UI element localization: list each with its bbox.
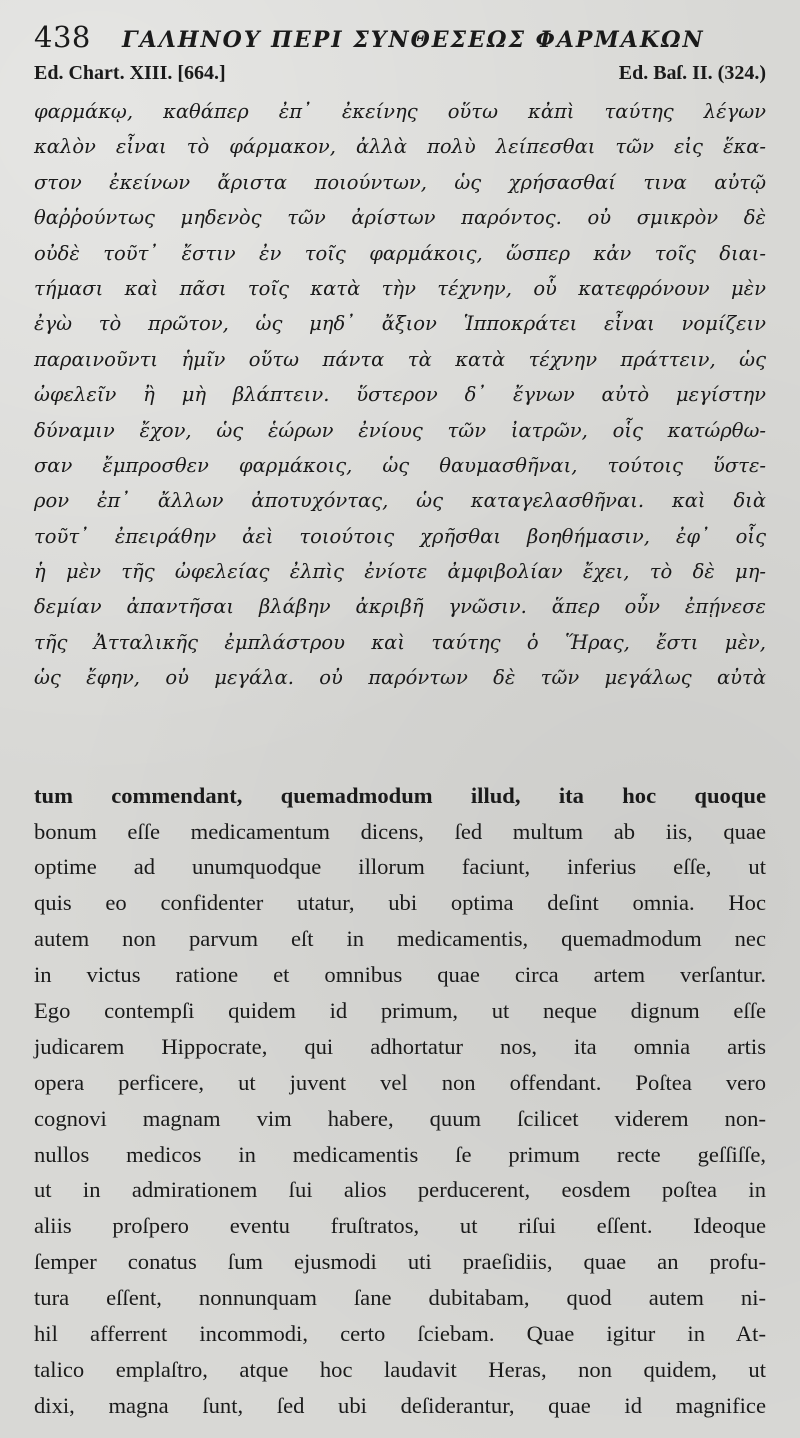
edition-basel-reference: Ed. Baſ. II. (324.) [618,62,766,84]
page-number: 438 [34,20,91,54]
latin-line: talico emplaſtro, atque hoc laudavit Heras, non quidem, ut [34,1356,766,1382]
latin-line: dixi, magna ſunt, ſed ubi deſiderantur, quae id magnifice [34,1392,766,1418]
latin-line: tum commendant, quemadmodum illud, ita hoc quoque [34,782,766,808]
latin-line: judicarem Hippocrate, qui adhortatur nos, ita omnia artis [34,1033,766,1059]
greek-line: οὐδὲ τοῦτ᾽ ἔστιν ἐν τοῖς φαρμάκοις, ὥσπερ κἀν τοῖς διαι- [34,241,766,265]
latin-line: aliis proſpero eventu fruſtratos, ut riſui eſſent. Ideoque [34,1213,766,1239]
greek-line: δεμίαν ἀπαντῆσαι βλάβην ἀκριβῆ γνῶσιν. ἅπερ οὖν ἐπῄνεσε [34,595,766,619]
running-title: ΓΑΛΗΝΟΥ ΠΕΡΙ ΣΥΝΘΕΣΕΩΣ ΦΑΡΜΑΚΩΝ [122,27,705,53]
greek-line: θαῤῥούντως μηδενὸς τῶν ἀρίστων παρόντος. οὐ σμικρὸν δὲ [34,206,766,230]
greek-line: στον ἐκείνων ἄριστα ποιούντων, ὡς χρήσασθαί τινα αὐτῷ [34,170,766,194]
latin-line: tura eſſent, nonnunquam ſane dubitabam, quod autem ni- [34,1285,766,1311]
greek-line: τήμασι καὶ πᾶσι τοῖς κατὰ τὴν τέχνην, οὗ κατεφρόνουν μὲν [34,276,766,300]
latin-line: bonum eſſe medicamentum dicens, ſed multum ab iis, quae [34,818,766,844]
latin-line: cognovi magnam vim habere, quum ſcilicet viderem non- [34,1105,766,1131]
latin-line: ut in admirationem ſui alios perducerent, eosdem poſtea in [34,1177,766,1203]
latin-line: nullos medicos in medicamentis ſe primum recte geſſiſſe, [34,1141,766,1167]
greek-line: τοῦτ᾽ ἐπειράθην ἀεὶ τοιούτοις χρῆσθαι βοηθήμασιν, ἐφ᾽ οἷς [34,524,766,548]
greek-line: ρον ἐπ᾽ ἄλλων ἀποτυχόντας, ὡς καταγελασθῆναι. καὶ διὰ [34,489,766,513]
latin-text-block [34,778,766,1424]
running-head [34,20,766,60]
greek-line: ἐγὼ τὸ πρῶτον, ὡς μηδ᾽ ἄξιον Ἱπποκράτει εἶναι νομίζειν [34,312,766,336]
greek-line: τῆς Ἀτταλικῆς ἐμπλάστρου καὶ ταύτης ὁ Ἥρας, ἔστι μὲν, [34,630,766,654]
latin-line: hil afferrent incommodi, certo ſciebam. Quae igitur in At- [34,1321,766,1346]
greek-line: σαν ἔμπροσθεν φαρμάκοις, ὡς θαυμασθῆναι, τούτοις ὕστε- [34,453,766,477]
greek-text-block [34,94,766,696]
latin-line: optime ad unumquodque illorum faciunt, inferius eſſe, ut [34,854,766,880]
latin-line: autem non parvum eſt in medicamentis, quemadmodum nec [34,926,766,952]
latin-line: in victus ratione et omnibus quae circa artem verſantur. [34,962,766,988]
latin-line: quis eo confidenter utatur, ubi optima deſint omnia. Hoc [34,890,766,916]
latin-line: ſemper conatus ſum ejusmodi uti praeſidiis, quae an profu- [34,1249,766,1275]
greek-line: καλὸν εἶναι τὸ φάρμακον, ἀλλὰ πολὺ λείπεσθαι τῶν εἰς ἕκα- [34,135,766,159]
greek-line: ὡς ἔφην, οὐ μεγάλα. οὐ παρόντων δὲ τῶν μεγάλως αὐτὰ [34,666,766,690]
greek-line: φαρμάκῳ, καθάπερ ἐπ᾽ ἐκείνης οὕτω κἀπὶ ταύτης λέγων [34,100,766,123]
latin-line: opera perficere, ut juvent vel non offendant. Poſtea vero [34,1069,766,1095]
latin-line: Ego contempſi quidem id primum, ut neque dignum eſſe [34,997,766,1023]
column-gap [34,696,766,778]
greek-line: παραινοῦντι ἡμῖν οὕτω πάντα τὰ κατὰ τέχνην πράττειν, ὡς [34,347,766,371]
greek-line: ἡ μὲν τῆς ὠφελείας ἐλπὶς ἐνίοτε ἀμφιβολίαν ἔχει, τὸ δὲ μη- [34,560,766,584]
greek-line: δύναμιν ἔχον, ὡς ἑώρων ἐνίους τῶν ἰατρῶν, οἷς κατώρθω- [34,418,766,442]
edition-references [34,62,766,92]
greek-line: ὠφελεῖν ἢ μὴ βλάπτειν. ὕστερον δ᾽ ἔγνων αὐτὸ μεγίστην [34,383,766,407]
edition-chart-reference: Ed. Chart. XIII. [664.] [34,62,226,84]
